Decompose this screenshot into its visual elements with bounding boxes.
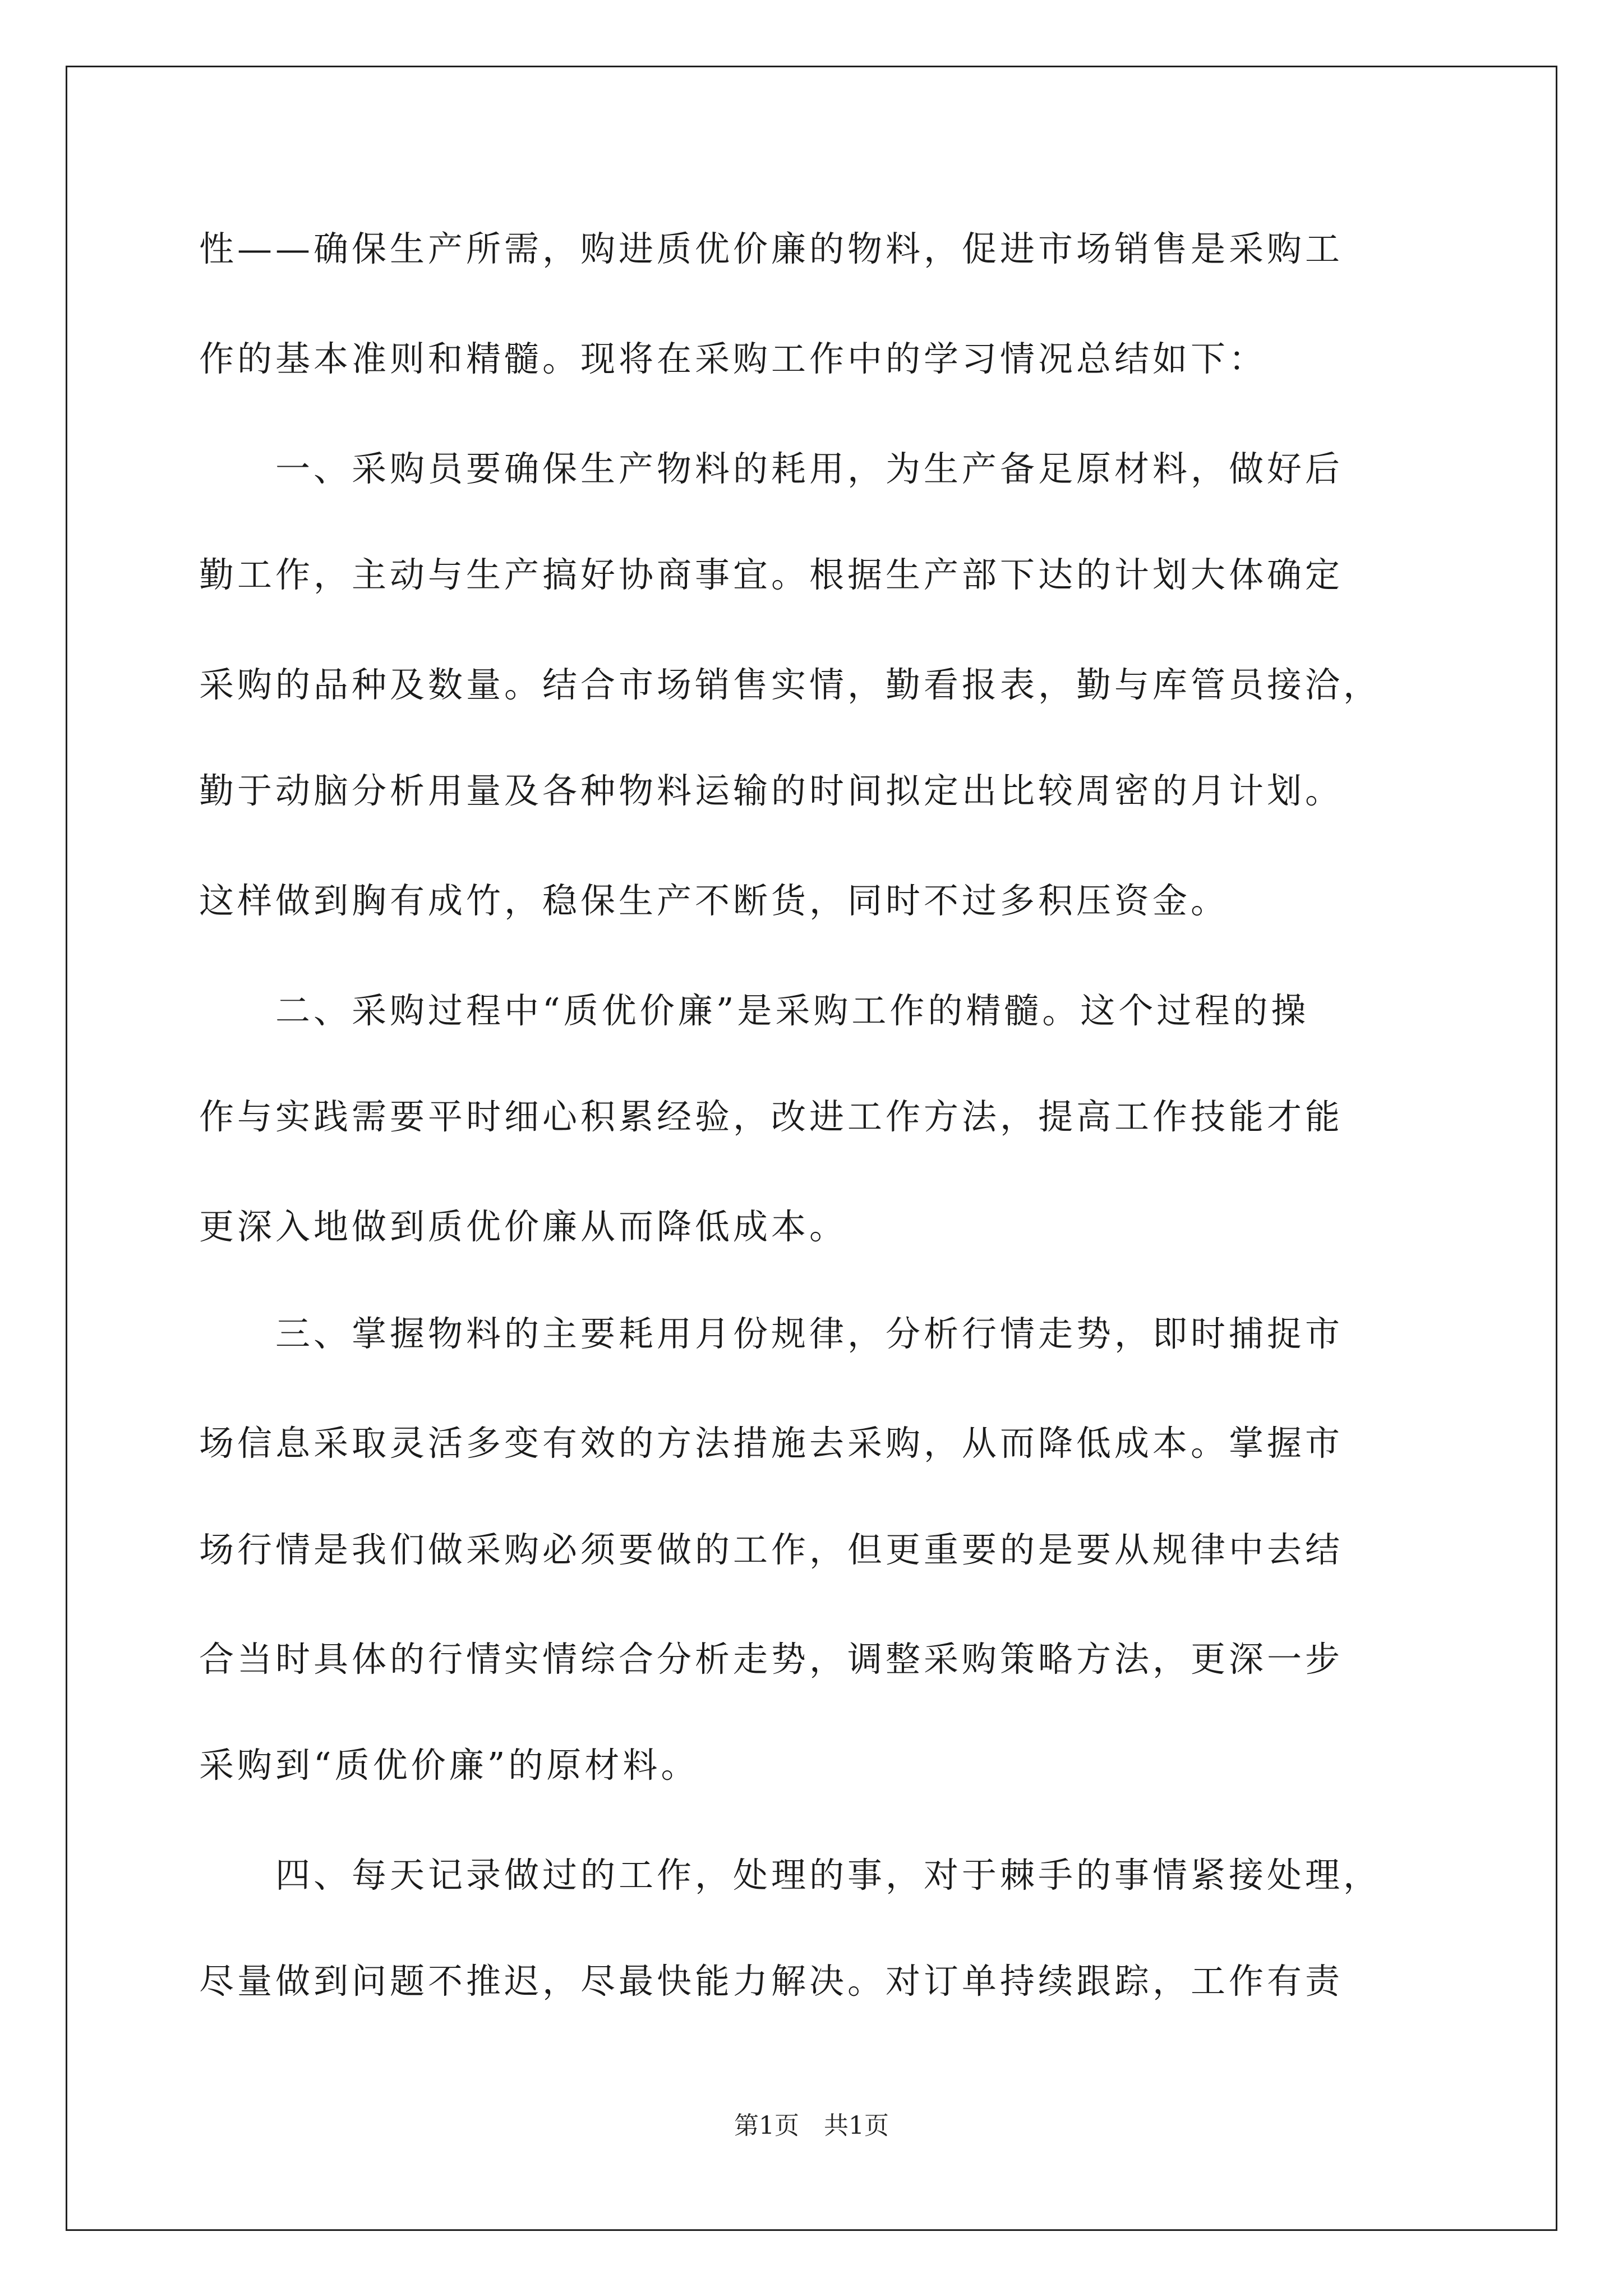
text-line: 勤于动脑分析用量及各种物料运输的时间拟定出比较周密的月计划。 [199, 770, 1344, 811]
text-line: 采购到“质优价廉”的原材料。 [199, 1745, 699, 1786]
text-line: 四、每天记录做过的工作，处理的事，对于棘手的事情紧接处理， [199, 1855, 1382, 1895]
text-line: 作的基本准则和精髓。现将在采购工作中的学习情况总结如下： [199, 338, 1267, 379]
text-line: 这样做到胸有成竹，稳保生产不断货，同时不过多积压资金。 [199, 880, 1229, 921]
text-line: 采购的品种及数量。结合市场销售实情，勤看报表，勤与库管员接洽， [199, 664, 1382, 705]
text-line: 合当时具体的行情实情综合分析走势，调整采购策略方法，更深一步 [199, 1639, 1344, 1680]
text-line: 一、采购员要确保生产物料的耗用，为生产备足原材料，做好后 [199, 448, 1344, 489]
text-line: 三、掌握物料的主要耗用月份规律，分析行情走势，即时捕捉市 [199, 1313, 1344, 1354]
text-line: 尽量做到问题不推迟，尽最快能力解决。对订单持续跟踪，工作有责 [199, 1961, 1344, 2001]
text-line: 场信息采取灵活多变有效的方法措施去采购，从而降低成本。掌握市 [199, 1423, 1344, 1464]
page-border [66, 66, 1557, 2231]
text-line: 二、采购过程中“质优价廉”是采购工作的精髓。这个过程的操 [199, 990, 1310, 1031]
text-line: 勤工作，主动与生产搞好协商事宜。根据生产部下达的计划大体确定 [199, 554, 1344, 595]
page-number-footer: 第1页 共1页 [734, 2111, 889, 2140]
text-line: 更深入地做到质优价廉从而降低成本。 [199, 1206, 848, 1247]
text-line: 性——确保生产所需，购进质优价廉的物料，促进市场销售是采购工 [199, 228, 1344, 269]
text-line: 作与实践需要平时细心积累经验，改进工作方法，提高工作技能才能 [199, 1096, 1344, 1137]
text-line: 场行情是我们做采购必须要做的工作，但更重要的是要从规律中去结 [199, 1529, 1344, 1570]
